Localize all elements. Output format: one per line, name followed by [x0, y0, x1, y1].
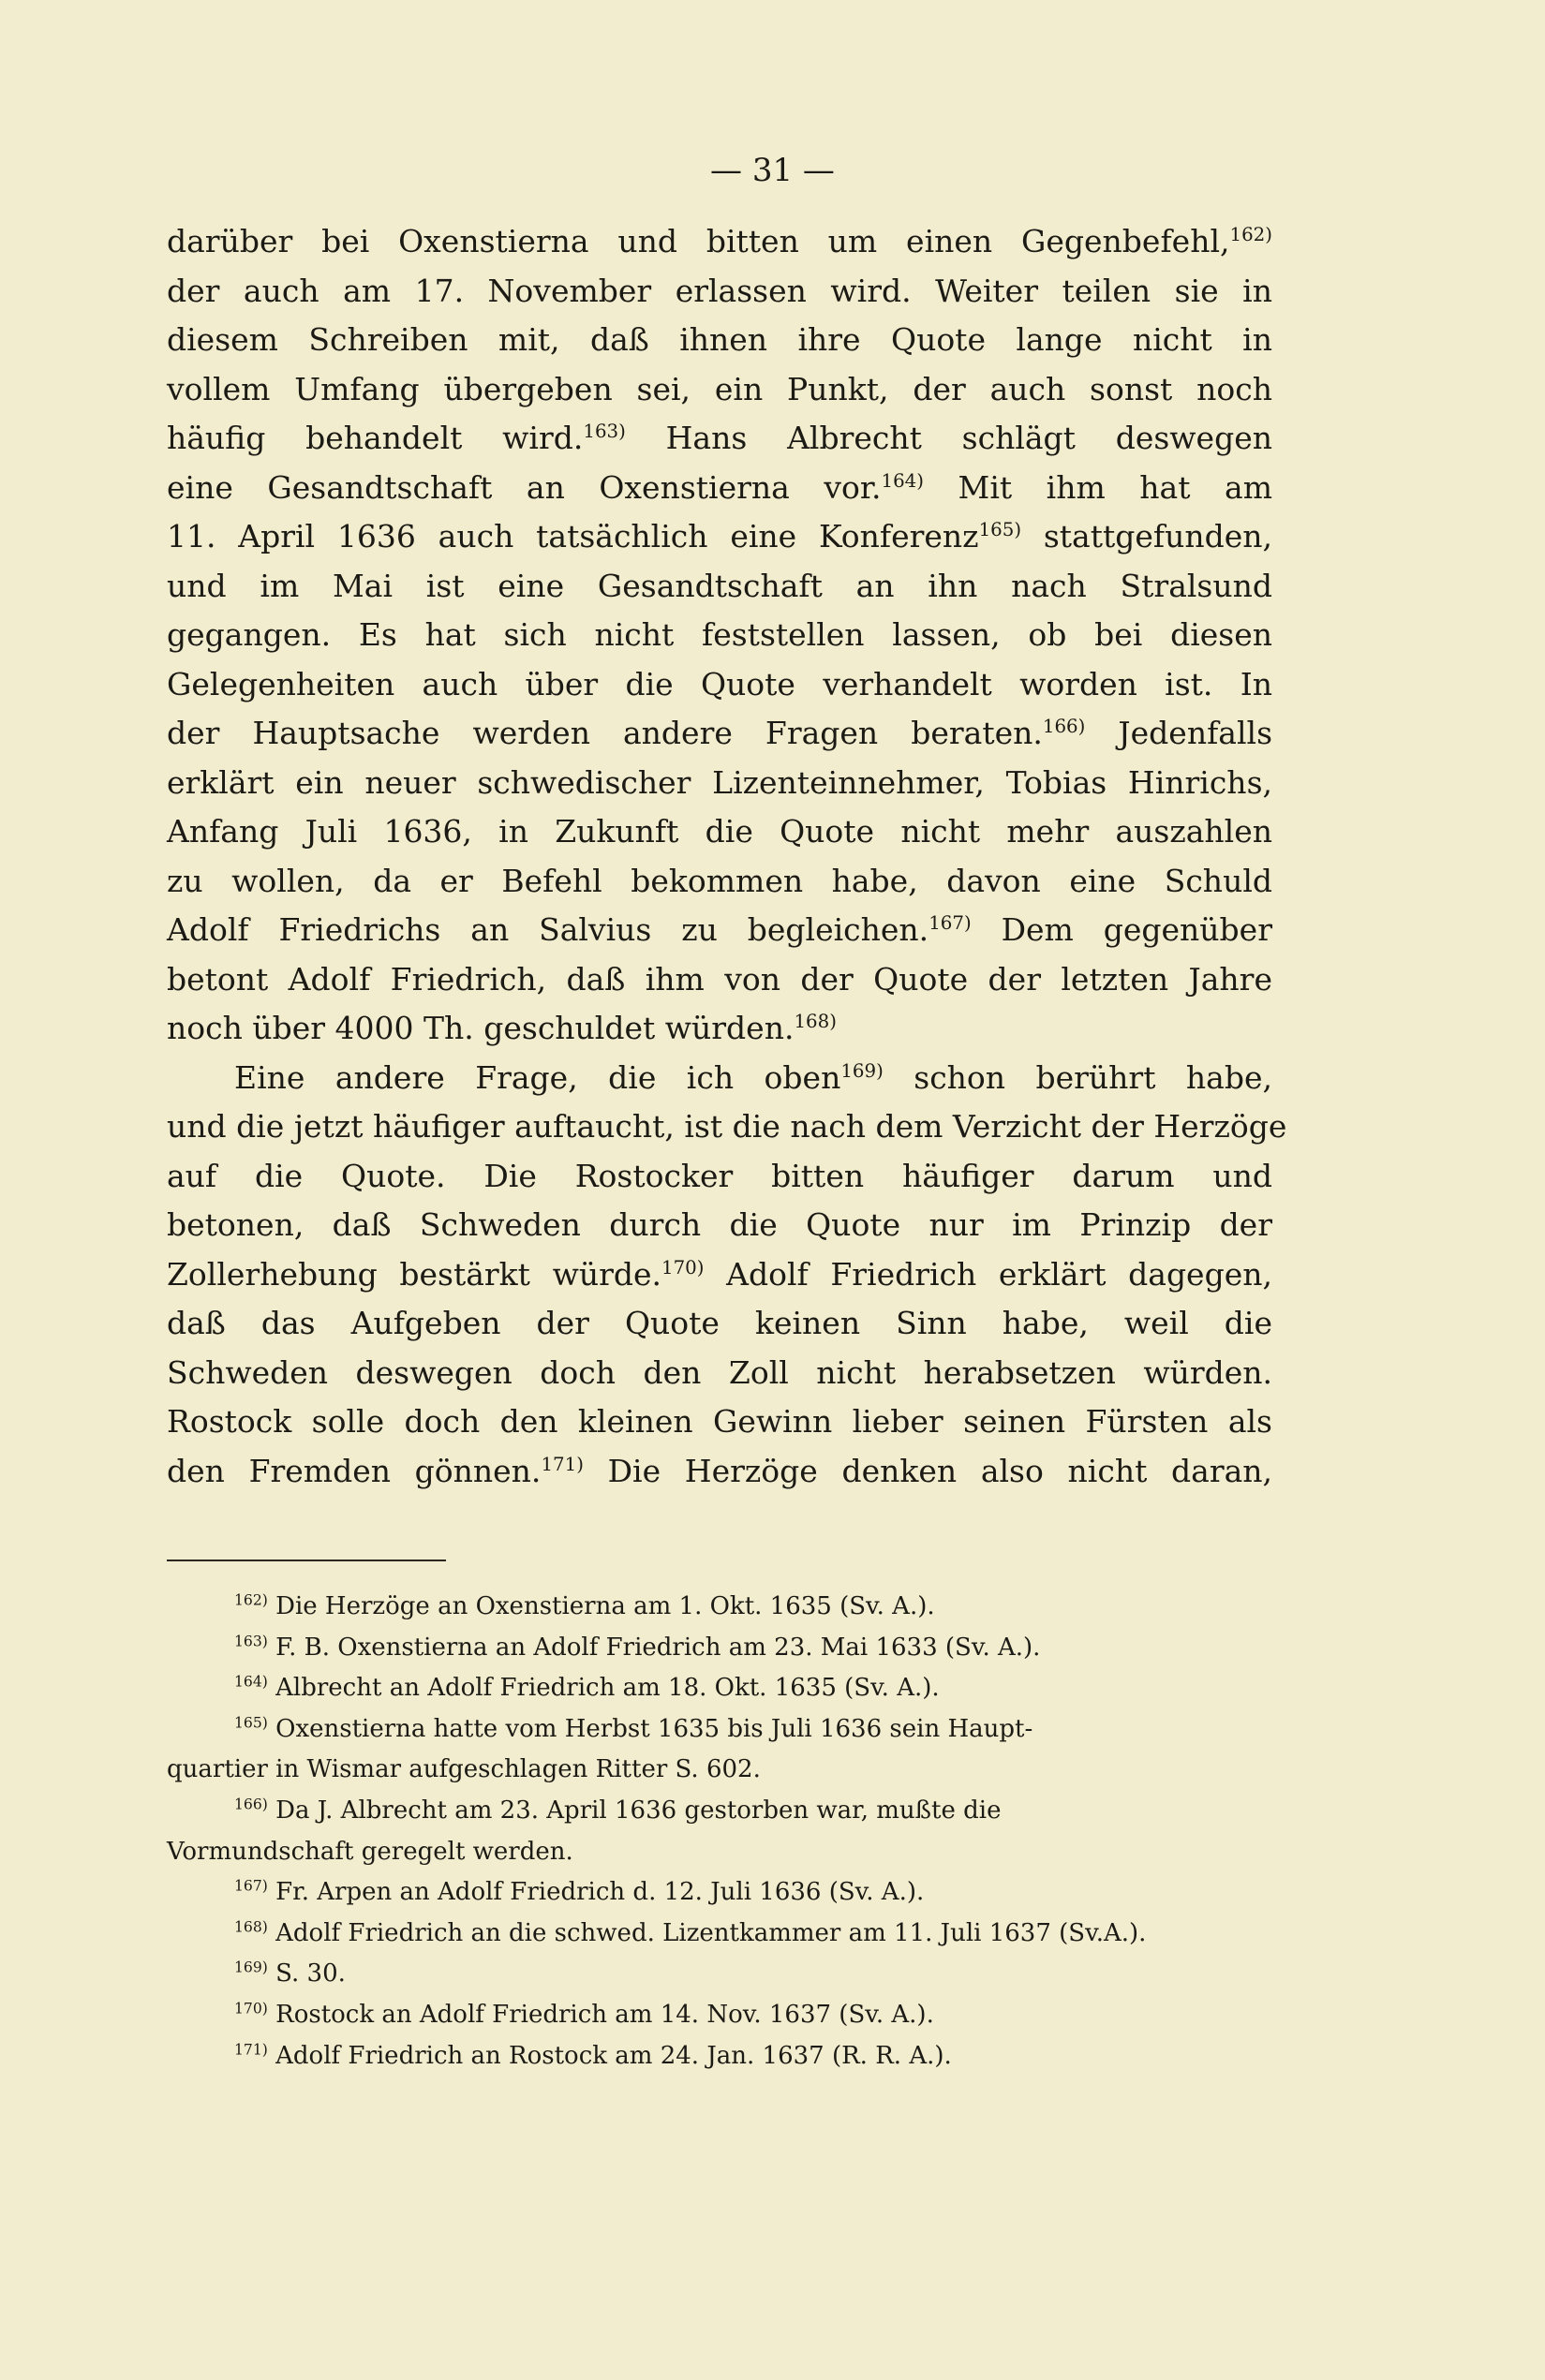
footnote [167, 1587, 1272, 1628]
text-line [167, 316, 1272, 365]
footnote-number: 163) [234, 1632, 268, 1649]
line-text: betont Adolf Friedrich, daß ihm von der Quote der letzten Jahre [167, 960, 1272, 998]
line-text: Adolf Friedrichs an Salvius zu begleichen. [167, 911, 929, 948]
text-line [167, 217, 1272, 267]
line-text: Anfang Juli 1636, in Zukunft die Quote nicht mehr auszahlen [167, 813, 1272, 850]
text-line [167, 1102, 1287, 1152]
footnote-reference: 167) [928, 912, 972, 934]
text-line [167, 709, 1272, 759]
footnote [167, 1791, 1272, 1832]
footnote-number: 162) [234, 1591, 268, 1609]
line-text: der Hauptsache werden andere Fragen beraten. [167, 715, 1043, 751]
line-text-continued: Jedenfalls [1085, 715, 1273, 751]
line-text: den Fremden gönnen. [167, 1452, 542, 1489]
line-text: daß das Aufgeben der Quote keinen Sinn habe, weil die [167, 1305, 1272, 1341]
page-number: — 31 — [710, 152, 835, 189]
line-text: Eine andere Frage, die ich oben [234, 1058, 841, 1096]
footnote-reference: 163) [583, 421, 626, 442]
line-text: Schweden deswegen doch den Zoll nicht herabsetzen würden. [167, 1353, 1272, 1391]
text-line [167, 365, 1272, 415]
text-line [167, 660, 1272, 710]
text-line [167, 1349, 1272, 1398]
footnote [167, 1709, 1272, 1751]
line-text-continued: Adolf Friedrich erklärt dagegen, [704, 1255, 1272, 1293]
footnote-number: 168) [234, 1918, 268, 1936]
footnote [167, 1872, 1272, 1914]
line-text: Gelegenheiten auch über die Quote verhandelt worden ist. In [167, 665, 1272, 702]
line-text-continued: Hans Albrecht schlägt deswegen [625, 420, 1272, 456]
line-text: betonen, daß Schweden durch die Quote nur im Prinzip der [167, 1206, 1272, 1243]
line-text: der auch am 17. November erlassen wird. Weiter teilen sie in [167, 272, 1272, 309]
footnote-text: Adolf Friedrich an die schwed. Lizentkammer am 11. Juli 1637 (Sv.A.). [267, 1918, 1147, 1947]
footnote-text: Albrecht an Adolf Friedrich am 18. Okt. 1635 (Sv. A.). [267, 1674, 940, 1703]
footnote-reference: 166) [1042, 716, 1086, 737]
footnote-text: Fr. Arpen an Adolf Friedrich d. 12. Juli 1636 (Sv. A.). [267, 1878, 925, 1907]
text-line [167, 611, 1272, 660]
footnote-text: Oxenstierna hatte vom Herbst 1635 bis Juli 1636 sein Haupt- [267, 1714, 1033, 1743]
footnote-number: 165) [234, 1714, 268, 1732]
footnote-number: 170) [234, 2000, 268, 2018]
footnote-number: 164) [234, 1673, 268, 1691]
footnote [167, 1954, 1272, 1995]
text-line [167, 1397, 1272, 1447]
text-line [167, 759, 1272, 808]
line-text: noch über 4000 Th. geschuldet würden. [167, 1010, 795, 1046]
footnote-text: Da J. Albrecht am 23. April 1636 gestorben war, mußte die [267, 1796, 1002, 1825]
footnote-text: Die Herzöge an Oxenstierna am 1. Okt. 1635 (Sv. A.). [267, 1592, 935, 1620]
line-text: eine Gesandtschaft an Oxenstierna vor. [167, 468, 882, 506]
footnote-reference: 162) [1229, 224, 1272, 245]
text-line [167, 1250, 1272, 1300]
line-text: erklärt ein neuer schwedischer Lizenteinnehmer, Tobias Hinrichs, [167, 763, 1272, 801]
footnote [167, 1750, 1272, 1791]
text-line [167, 857, 1272, 907]
text-line [167, 955, 1272, 1005]
text-line [167, 267, 1272, 317]
footnote-text: Vormundschaft geregelt werden. [167, 1837, 573, 1866]
text-line [167, 464, 1272, 513]
footnote-reference: 164) [881, 469, 924, 492]
line-text-continued: Die Herzöge denken also nicht daran, [583, 1452, 1273, 1489]
line-text: auf die Quote. Die Rostocker bitten häufiger darum und [167, 1157, 1272, 1194]
text-line [167, 1201, 1272, 1250]
line-text: Rostock solle doch den kleinen Gewinn lieber seinen Fürsten als [167, 1403, 1272, 1440]
footnote-text: Adolf Friedrich an Rostock am 24. Jan. 1637 (R. R. A.). [267, 2041, 952, 2070]
line-text-continued: Dem gegenüber [971, 911, 1272, 948]
line-text-continued: stattgefunden, [1021, 518, 1273, 554]
text-line [167, 1152, 1272, 1202]
text-line [167, 906, 1272, 955]
footnote [167, 1995, 1272, 2036]
footnote-text: F. B. Oxenstierna an Adolf Friedrich am 23. Mai 1633 (Sv. A.). [267, 1633, 1041, 1662]
text-line [167, 1447, 1272, 1497]
footnotes [167, 1587, 1272, 2077]
line-text: zu wollen, da er Befehl bekommen habe, davon eine Schuld [167, 862, 1272, 899]
text-line [167, 1054, 1272, 1103]
text-line [167, 1004, 1272, 1054]
text-line [167, 562, 1272, 612]
footnote-number: 166) [234, 1796, 268, 1813]
line-text-continued: schon berührt habe, [883, 1058, 1272, 1096]
line-text: gegangen. Es hat sich nicht feststellen lassen, ob bei diesen [167, 616, 1272, 653]
footnote-reference: 169) [840, 1059, 884, 1082]
footnote-number: 171) [234, 2040, 268, 2058]
text-line [167, 807, 1272, 857]
footnote-number: 167) [234, 1877, 268, 1895]
footnote-number: 169) [234, 1959, 268, 1976]
text-line [167, 1299, 1272, 1349]
footnote [167, 1914, 1272, 1955]
footnote-reference: 171) [541, 1453, 584, 1475]
line-text: vollem Umfang übergeben sei, ein Punkt, der auch sonst noch [167, 370, 1272, 407]
text-line [167, 414, 1272, 464]
footnote [167, 1668, 1272, 1709]
line-text: 11. April 1636 auch tatsächlich eine Konferenz [167, 518, 979, 554]
footnote-text: Rostock an Adolf Friedrich am 14. Nov. 1637 (Sv. A.). [267, 2000, 934, 2029]
footnote [167, 1832, 1272, 1873]
line-text: und im Mai ist eine Gesandtschaft an ihn nach Stralsund [167, 567, 1272, 604]
footnote [167, 1628, 1272, 1669]
footnote-reference: 168) [794, 1011, 837, 1032]
line-text: diesem Schreiben mit, daß ihnen ihre Quote lange nicht in [167, 321, 1272, 358]
line-text: darüber bei Oxenstierna und bitten um einen Gegenbefehl, [167, 223, 1230, 259]
footnote-reference: 170) [661, 1256, 705, 1279]
footnote-text: quartier in Wismar aufgeschlagen Ritter S. 602. [167, 1755, 761, 1784]
footnote [167, 2036, 1272, 2077]
text-line [167, 512, 1272, 562]
footnote-text: S. 30. [267, 1959, 346, 1988]
line-text: häufig behandelt wird. [167, 420, 584, 456]
line-text: und die jetzt häufiger auftaucht, ist die nach dem Verzicht der Herzöge [167, 1108, 1287, 1145]
body-text [167, 217, 1287, 1496]
line-text: Zollerhebung bestärkt würde. [167, 1255, 661, 1293]
line-text-continued: Mit ihm hat am [923, 468, 1272, 506]
footnote-separator [167, 1560, 446, 1561]
footnote-reference: 165) [978, 519, 1022, 540]
